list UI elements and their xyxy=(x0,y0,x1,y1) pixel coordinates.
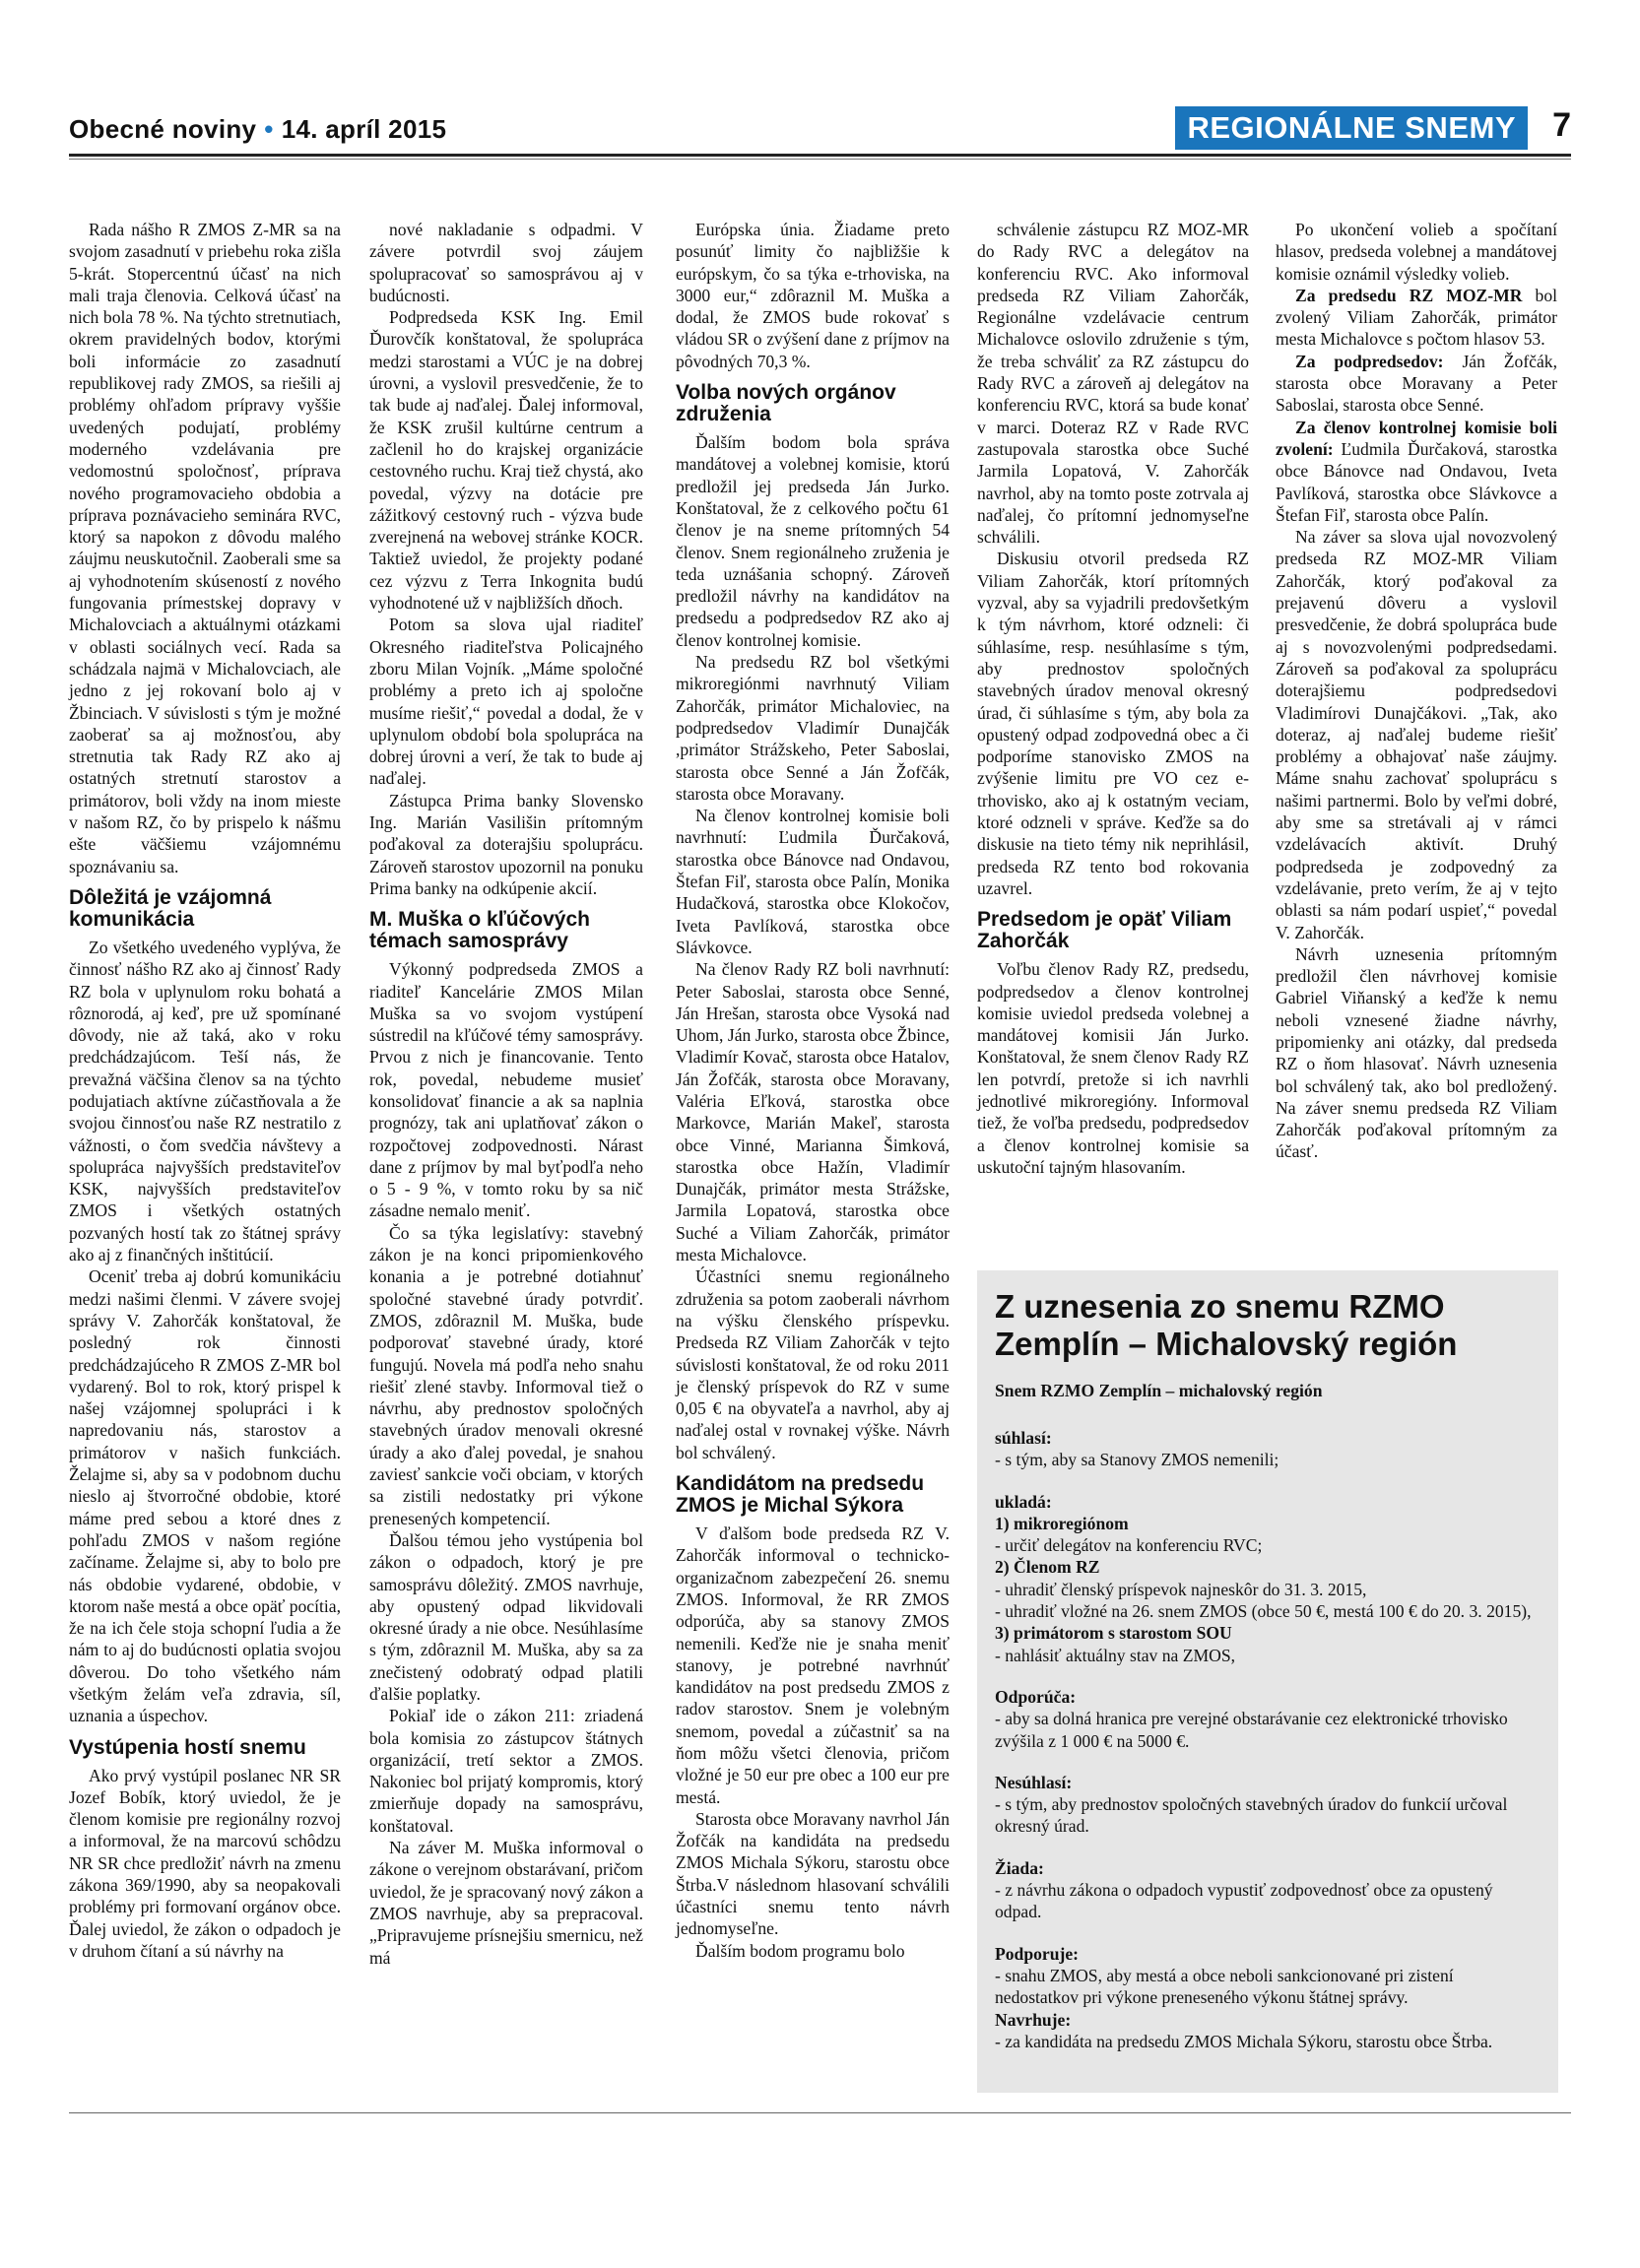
resolution-item: - s tým, aby sa Stanovy ZMOS nemenili; xyxy=(995,1450,1279,1470)
section-label: súhlasí: xyxy=(995,1428,1052,1448)
paragraph-text: Ján Žofčák, starosta obce Moravany a Peter Saboslai, starosta obce Senné. xyxy=(1276,351,1557,416)
subheading: Volba nových orgánov združenia xyxy=(676,381,896,426)
section-label: ukladá: xyxy=(995,1491,1052,1512)
column-3 xyxy=(676,219,950,1962)
publication-name: Obecné noviny xyxy=(69,114,257,144)
resolution-box xyxy=(977,1270,1558,2093)
masthead xyxy=(69,114,446,145)
section-ziada xyxy=(995,1857,1541,1923)
resolution-item: - uhradiť členský príspevok najneskôr do 31. 3. 2015, xyxy=(995,1579,1367,1599)
paragraph: Voľbu členov Rady RZ, predsedu, podpredsedov a členov kontrolnej komisie uviedol predseda volebnej a mandátovej komisii Ján Jurko. Konštatoval, že snem členov Rady RZ len potvrdí, pretože si ich navrhli jednotlivé mikroregióny. Informoval tiež, že voľba predsedu, podpredsedov a členov kontrolnej komisie sa uskutoční tajným hlasovaním. xyxy=(977,959,1249,1177)
paragraph: Po ukončení volieb a spočítaní hlasov, predseda volebnej a mandátovej komisie oznámil výsledky volieb. xyxy=(1276,220,1557,284)
resolution-item: - z návrhu zákona o odpadoch vypustiť zodpovednosť obce za opustený odpad. xyxy=(995,1880,1493,1922)
item-group-label: 1) mikroregiónom xyxy=(995,1513,1129,1533)
bold-lead: Za členov kontrolnej komisie boli zvolení: xyxy=(1276,417,1557,459)
paragraph xyxy=(1276,417,1557,526)
resolution-item: - za kandidáta na predsedu ZMOS Michala Sýkoru, starostu obce Štrba. xyxy=(995,2031,1493,2051)
item-group-label: 3) primátorom s starostom SOU xyxy=(995,1623,1232,1644)
paragraph: Ako prvý vystúpil poslanec NR SR Jozef Bobík, ktorý uviedol, že je členom komisie pre regionálny rozvoj a informoval, že na marcovú schôdzu NR SR chce predložiť návrh na zmenu zákona 369/1990, aby sa neopakovali problémy pri formovaní orgánov obce. Ďalej uviedol, že zákon o odpadoch je v druhom čítaní a sú návrhy na xyxy=(69,1765,341,1961)
box-subtitle: Snem RZMO Zemplín – michalovský región xyxy=(995,1381,1323,1400)
section-nesuhlasi xyxy=(995,1772,1541,1838)
paragraph: Zástupca Prima banky Slovensko Ing. Marián Vasilišin prítomným poďakoval za doterajšiu spoluprácu. Zároveň starostov upozornil na ponuku Prima banky na odkúpenie akcií. xyxy=(369,790,643,898)
section-label: Odporúča: xyxy=(995,1686,1077,1707)
paragraph: Na členov Rady RZ boli navrhnutí: Peter Saboslai, starosta obce Senné, Ján Hrešan, starosta obce Vysoká nad Uhom, Ján Jurko, starosta obce Žbince, Vladimír Kovač, starosta obce Hatalov, Ján Žofčák, starosta obce Moravany, Valéria Eľková, starostka obce Markovce, Marián Makeľ, starosta obce Vinné, Marianna Šimková, starostka obce Hažín, Vladimír Dunajčák, primátor mesta Strážske, Jarmila Lopatová, starostka obce Suché a Viliam Zahorčák, primátor mesta Michalovce. xyxy=(676,959,950,1265)
paragraph: Ďalším bodom programu bolo xyxy=(695,1940,905,1961)
section-label: Žiada: xyxy=(995,1857,1044,1878)
resolution-item: - snahu ZMOS, aby mestá a obce neboli sankcionované pri zistení nedostatkov pri výkone preneseného výkonu štátnej správy. xyxy=(995,1965,1454,2008)
item-group-label: 2) Členom RZ xyxy=(995,1557,1100,1578)
page-number: 7 xyxy=(1552,106,1571,144)
section-label: Nesúhlasí: xyxy=(995,1772,1073,1792)
column-5 xyxy=(1276,219,1557,1163)
section-suhlasi xyxy=(995,1427,1541,1471)
paragraph-text: bol zvolený Viliam Zahorčák, primátor mesta Michalovce s počtom hlasov 53. xyxy=(1276,285,1557,350)
section-podporuje xyxy=(995,1943,1541,2052)
box-title: Z uznesenia zo snemu RZMO Zemplín – Michalovský región xyxy=(995,1288,1458,1362)
paragraph: schválenie zástupcu RZ MOZ-MR do Rady RVC a delegátov na konferenciu RVC. Ako informoval predseda RZ Viliam Zahorčák, Regionálne vzdelávacie centrum Michalovce oslovilo združenie s tým, že treba schváliť za RZ zástupcu do Rady RVC a zároveň aj delegátov na konferenciu RVC, ktorá sa bude konať v marci. Doteraz RZ v Rade RVC zastupovala starostka obce Suché Jarmila Lopatová, V. Zahorčák navrhol, aby na tomto poste zotrvala aj naďalej, čo prítomní jednomyseľne schválili. xyxy=(977,220,1249,548)
section-uklada xyxy=(995,1491,1541,1666)
resolution-item: - s tým, aby prednostov spoločných stavebných úradov do funkcií určoval okresný úrad. xyxy=(995,1794,1508,1837)
section-odporuca xyxy=(995,1686,1541,1752)
paragraph: Na predsedu RZ bol všetkými mikroregiónmi navrhnutý Viliam Zahorčák, primátor Michaloviec, na podpredsedov Vladimír Dunajčák ,primátor Strážskeho, Peter Saboslai, starosta obce Senné a Ján Žofčák, starosta obce Moravany. xyxy=(676,652,950,804)
subheading: Vystúpenia hostí snemu xyxy=(69,1735,306,1759)
resolution-item: - aby sa dolná hranica pre verejné obstarávanie cez elektronické trhovisko zvýšila z 1 000 € na 5000 €. xyxy=(995,1709,1508,1751)
paragraph-text: Ľudmila Ďurčaková, starostka obce Bánovce nad Ondavou, Iveta Pavlíková, starostka obce Slávkovce a Štefan Fiľ, starosta obce Palín. xyxy=(1276,438,1557,525)
column-1 xyxy=(69,219,341,1962)
bold-lead: Za podpredsedov: xyxy=(1295,351,1444,371)
column-4 xyxy=(977,219,1249,1178)
paragraph: Potom sa slova ujal riaditeľ Okresného riaditeľstva Policajného zboru Milan Vojník. „Máme spoločné problémy a preto ich aj spoločne musíme riešiť,“ povedal a dodal, že v uplynulom období bola spolupráca na dobrej úrovni a verí, že tak to bude aj naďalej. xyxy=(369,615,643,789)
paragraph: Zo všetkého uvedeného vyplýva, že činnosť nášho RZ ako aj činnosť Rady RZ bola v uplynulom roku bohatá a rôznorodá, aj keď, pre už spomínané dôvody, nie až taká, ako v roku predchádzajúcom. Teší nás, že prevažná väčšina členov sa na týchto podujatiach aktívne zúčastňovala a že svojou činnosťou naše RZ nestratilo z vážnosti, o čom svedčia návštevy a spolupráca najvyšších predstaviteľov KSK, najvyšších predstaviteľov ZMOS i všetkých ostatných pozvaných hostí tak zo štátnej správy ako aj z finančných inštitúcií. xyxy=(69,937,341,1265)
subheading: Dôležitá je vzájomná komunikácia xyxy=(69,885,272,931)
column-2 xyxy=(369,219,643,1969)
paragraph: nové nakladanie s odpadmi. V závere potvrdil svoj záujem spolupracovať so samosprávou aj v budúcnosti. xyxy=(369,220,643,305)
section-label: Podporuje: xyxy=(995,1943,1080,1964)
resolution-item: - určiť delegátov na konferenciu RVC; xyxy=(995,1535,1263,1556)
paragraph: Na členov kontrolnej komisie boli navrhnutí: Ľudmila Ďurčaková, starostka obce Bánovce nad Ondavou, Štefan Fiľ, starosta obce Palín, Monika Hudačková, starostka obce Klokočov, Iveta Pavlíková, starostka obce Slávkovce. xyxy=(676,806,950,957)
paragraph: Podpredseda KSK Ing. Emil Ďurovčík konštatoval, že spolupráca medzi starostami a VÚC je na dobrej úrovni, a vyslovil presvedčenie, že to tak bude aj naďalej. Ďalej informoval, že KSK zrušil kultúrne centrum a začlenil ho do krajskej organizácie cestovného ruchu. Kraj tiež chystá, ako povedal, výzvy na dotácie pre zážitkový cestovný ruch - výzva bude zverejnená na webovej stránke KOCR. Taktiež uviedol, že projekty podané cez výzvu z Terra Inkognita budú vyhodnotené už v najbližších dňoch. xyxy=(369,307,643,614)
subheading: Kandidátom na predsedu ZMOS je Michal Sýkora xyxy=(676,1472,925,1518)
issue-date: 14. apríl 2015 xyxy=(281,114,447,144)
paragraph: Ďalším bodom bola správa mandátovej a volebnej komisie, ktorú predložil jej predseda Ján Jurko. Konštatoval, že z celkového počtu 61 členov je na sneme prítomných 54 členov. Snem regionálneho zruženia je teda uznášania schopný. Zároveň predložil návrhy na kandidátov na predsedu a podpredsedov RZ ako aj členov kontrolnej komisie. xyxy=(676,432,950,650)
paragraph xyxy=(1276,285,1557,351)
paragraph: Ďalšou témou jeho vystúpenia bol zákon o odpadoch, ktorý je pre samosprávu dôležitý. ZMOS navrhuje, aby opustený odpad likvidovali okresné úrady a nie obce. Nesúhlasíme s tým, zdôraznil M. Muška, aby sa za znečistený odobratý odpad platili ďalšie poplatky. xyxy=(369,1529,643,1704)
separator-dot: • xyxy=(264,114,274,144)
header-rule-thin xyxy=(69,159,1571,160)
paragraph: Čo sa týka legislatívy: stavebný zákon je na konci pripomienkového konania a je potrebné dotiahnuť spoločné stavebné úrady potvrdiť. ZMOS, zdôraznil M. Muška, bude podporovať stavebné úrady, ktoré fungujú. Novela má podľa neho snahu riešiť zlené stavby. Informoval tiež o návrhu, aby prednostov spoločných stavebných úradov menovali okresné úrady a ako ďalej povedal, je snahou zaviesť sankcie voči obciam, v ktorých sa zistili nedostatky pri výkone prenesených kompetencií. xyxy=(369,1222,643,1528)
paragraph: V ďalšom bode predseda RZ V. Zahorčák informoval o technicko-organizačnom zabezpečení 26. snemu ZMOS. Informoval, že RR ZMOS odporúča, aby sa stanovy ZMOS nemenili. Keďže nie je snaha meniť stanovy, je potrebné navrhnúť kandidátov na post predsedu ZMOS z radov starostov. Snem je volebným snemom, povedal a zúčastniť sa na ňom môžu všetci členovia, pričom vložné je 50 eur pre obec a 100 eur pre mestá. xyxy=(676,1523,950,1807)
paragraph: Na záver sa slova ujal novozvolený predseda RZ MOZ-MR Viliam Zahorčák, ktorý poďakoval za prejavenú dôveru a vyslovil presvedčenie, že dobrá spolupráca bude aj s novozvolenými podpredsedami. Zároveň sa poďakoval za spoluprácu doterajšiemu podpredsedovi Vladimírovi Dunajčákovi. „Tak, ako doteraz, aj naďalej budeme riešiť problémy a obhajovať naše záujmy. Máme snahu zachovať spoluprácu s našimi partnermi. Bolo by veľmi dobré, aby sme sa stretávali aj v rámci vzdelávacích aktivít. Druhý podpredseda je zodpovedný za vzdelávanie, preto verím, že aj v tejto oblasti sa nám podarí uspieť,“ povedal V. Zahorčák. xyxy=(1276,527,1557,942)
bold-lead: Za predsedu RZ MOZ-MR xyxy=(1295,285,1523,305)
resolution-item: - nahlásiť aktuálny stav na ZMOS, xyxy=(995,1645,1236,1665)
subheading: Predsedom je opäť Viliam Zahorčák xyxy=(977,908,1232,953)
paragraph: Rada nášho R ZMOS Z-MR sa na svojom zasadnutí v priebehu roka zišla 5-krát. Stopercentnú účasť na nich mali traja členovia. Celková účasť na nich bola 78 %. Na týchto stretnutiach, okrem pravidelných bodov, ktorými boli informácie zo zasadnutí republikovej rady ZMOS, sa riešili aj problémy ohľadom prípravy vyššie uvedených podujatí, problémy moderného vzdelávania pre vedomostnú spoločnosť, príprava nového programovacieho obdobia a príprava poznávacieho seminára RVC, ktorý sa napokon z dôvodu malého záujmu neuskutočnil. Zaoberali sme sa aj vyhodnotením skúseností z nového fungovania prímestskej dopravy v Michalovciach a aktuálnymi otázkami v oblasti sociálnych vecí. Rada sa schádzala najmä v Michalovciach, ale jedno z jej rokovaní bolo aj v Žbinciach. V súvislosti s tým je možné zaoberať sa aj možnosťou, aby stretnutia tak Rady RZ ako aj ostatných stretnutí starostov a primátorov, boli vždy na inom mieste v našom RZ, čo by prispelo k nášmu ešte väčšiemu vzájomnému spoznávaniu sa. xyxy=(69,220,341,876)
paragraph: Na záver M. Muška informoval o zákone o verejnom obstarávaní, pričom uviedol, že je spracovaný nový zákon a ZMOS navrhuje, aby sa prepracoval. „Pripravujeme prísnejšiu smernicu, než má xyxy=(369,1838,643,1968)
section-label: REGIONÁLNE SNEMY xyxy=(1175,106,1528,150)
paragraph: Oceniť treba aj dobrú komunikáciu medzi našimi členmi. V závere svojej správy V. Zahorčák konštatoval, že posledný rok činnosti predchádzajúceho R ZMOS Z-MR bol vydarený. Bol to rok, ktorý prispel k našej vzájomnej spolupráci i k napredovaniu nás, starostov a primátorov v našich funkciách. Želajme si, aby sa v podobnom duchu nieslo aj štvorročné obdobie, ktoré máme pred sebou a ktoré dnes z pohľadu ZMOS v našom regióne začíname. Želajme si, aby to bolo pre nás obdobie vydarené, obdobie, v ktorom naše mestá a obce opäť pocítia, že na ich čele stoja schopní ľudia a že nám to aj do budúcnosti oplatia svojou dôverou. Do toho všetkého nám všetkým želám veľa zdravia, síl, uznania a úspechov. xyxy=(69,1266,341,1726)
resolution-item: - uhradiť vložné na 26. snem ZMOS (obce 50 €, mestá 100 € do 20. 3. 2015), xyxy=(995,1601,1532,1622)
footer-rule xyxy=(69,2112,1571,2113)
paragraph: Výkonný podpredseda ZMOS a riaditeľ Kancelárie ZMOS Milan Muška sa vo svojom vystúpení sústredil na kľúčové témy samosprávy. Prvou z nich je financovanie. Tento rok, povedal, nebudeme musieť konsolidovať financie a ak sa naplnia prognózy, tak ani uplatňovať zákon o rozpočtovej zodpovednosti. Nárast dane z príjmov by mal byťpodľa neho o 5 - 9 %, v tomto roku by sa nič zásadne nemalo meniť. xyxy=(369,959,643,1221)
paragraph: Diskusiu otvoril predseda RZ Viliam Zahorčák, ktorí prítomných vyzval, aby sa vyjadrili predovšetkým k tým návrhom, ktoré odzneli: či súhlasíme, resp. nesúhlasíme s tým, aby prednostov spoločných stavebných úradov menoval okresný úrad, či súhlasíme s tým, aby bola za opustený odpad zodpovedná obec a či podporíme stanovisko ZMOS na zvýšenie limitu pre VO cez e-trhovisko, ako aj k ostatným veciam, ktoré odzneli v správe. Keďže sa do diskusie na tieto témy nik neprihlásil, predseda RZ tento bod rokovania uzavrel. xyxy=(977,549,1249,898)
paragraph: Starosta obce Moravany navrhol Ján Žofčák na kandidáta na predsedu ZMOS Michala Sýkoru, starostu obce Štrba.V následnom hlasovaní schválili účastníci snemu tento návrh jednomyseľne. xyxy=(676,1808,950,1939)
paragraph: Európska únia. Žiadame preto posunúť limity čo najbližšie k európskym, čo sa týka e-trhoviska, na 3000 eur,“ zdôraznil M. Muška a dodal, že ZMOS bude rokovať s vládou SR o zvýšení dane z príjmov na pôvodných 70,3 %. xyxy=(676,220,950,371)
paragraph: Návrh uznesenia prítomným predložil člen návrhovej komisie Gabriel Viňanský a keďže k nemu neboli vznesené žiadne návrhy, pripomienky ani otázky, dal predseda RZ o ňom hlasovať. Návrh uznesenia bol schválený tak, ako bol predložený. Na záver snemu predseda RZ Viliam Zahorčák poďakoval prítomným za účasť. xyxy=(1276,943,1557,1162)
page-header xyxy=(69,106,1571,154)
paragraph: Pokiaľ ide o zákon 211: zriadená bola komisia zo zástupcov štátnych organizácií, tretí sektor a ZMOS. Nakoniec bol prijatý kompromis, ktorý zmierňuje dopady na samosprávu, konštatoval. xyxy=(369,1706,643,1836)
header-rule xyxy=(69,154,1571,157)
section-label: Navrhuje: xyxy=(995,2009,1072,2030)
paragraph: Účastníci snemu regionálneho združenia sa potom zaoberali návrhom na výšku členského príspevku. Predseda RZ Viliam Zahorčák v tejto súvislosti konštatoval, že od roku 2011 je členský príspevok do RZ v sume 0,05 € na obyvateľa a navrhol, aby aj naďalej ostal v rovnakej výške. Návrh bol schválený. xyxy=(676,1266,950,1462)
subheading: M. Muška o kľúčových témach samosprávy xyxy=(369,908,590,953)
paragraph xyxy=(1276,351,1557,417)
